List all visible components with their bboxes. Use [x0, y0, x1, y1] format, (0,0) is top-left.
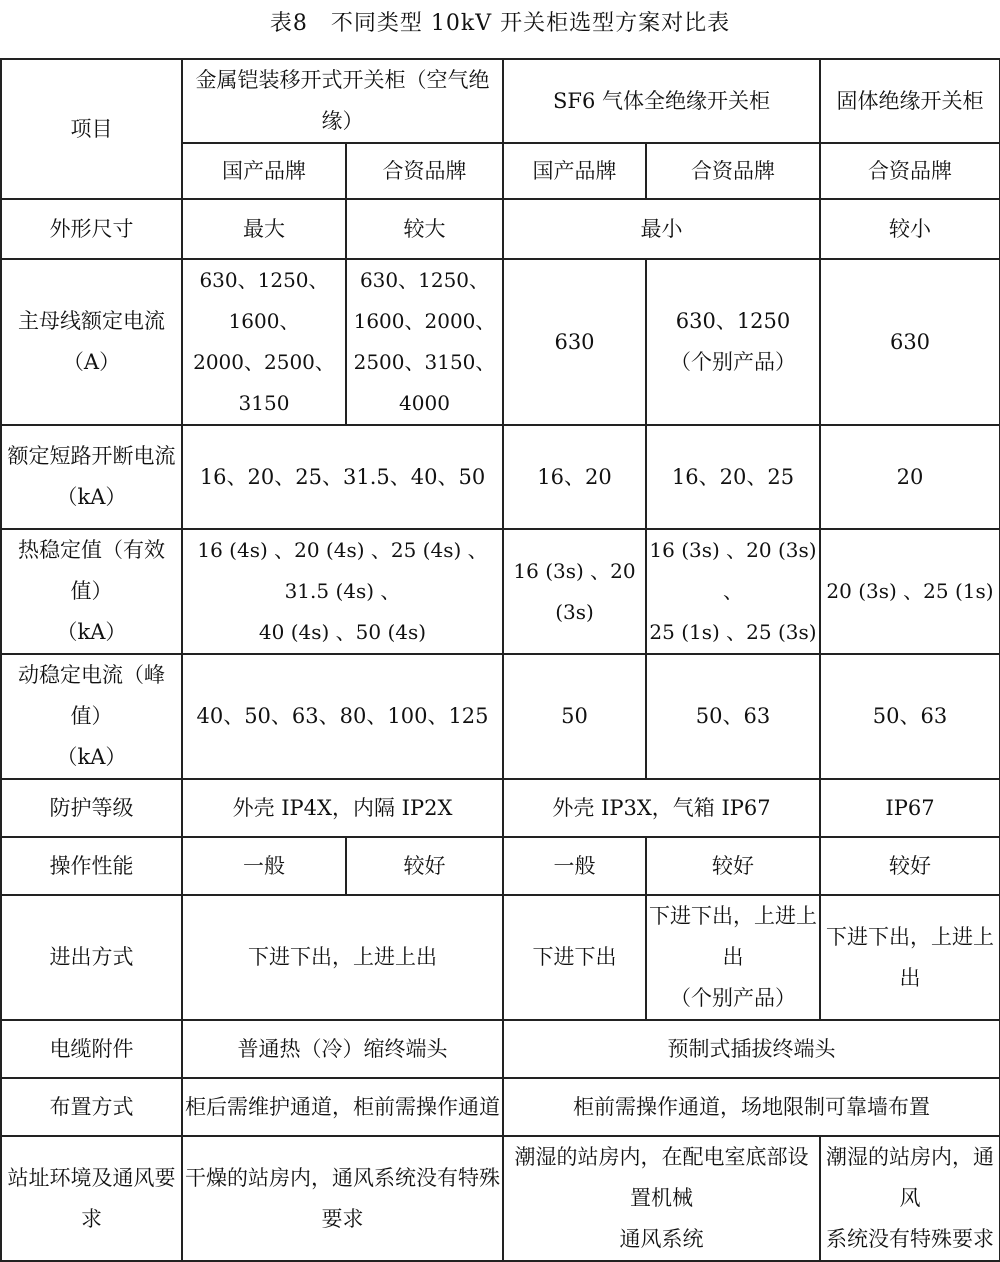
cell-line: 潮湿的站房内，在配电室底部设置机械 — [514, 1145, 809, 1210]
row-label-line: （kA） — [56, 485, 127, 509]
table-cell — [820, 1136, 1000, 1261]
cell-line: （个别产品） — [670, 350, 796, 374]
table-row — [1, 837, 1000, 895]
table-cell: 一般 — [503, 837, 646, 895]
table-cell: 50 — [503, 654, 646, 779]
table-row — [1, 779, 1000, 837]
table-title: 表8 不同类型 10kV 开关柜选型方案对比表 — [269, 11, 731, 36]
row-label — [1, 529, 182, 654]
row-label-line: 动稳定电流（峰值） — [18, 663, 165, 728]
table-cell — [346, 259, 503, 425]
table-cell: 16 (3s) 、20 (3s) — [503, 529, 646, 654]
cell-line: 630、1250、1600、 — [199, 268, 329, 333]
table-cell: 20 — [820, 425, 1000, 529]
cell-line: 25 (1s) 、25 (3s) — [649, 620, 817, 644]
table-cell: 外壳 IP4X，内隔 IP2X — [182, 779, 503, 837]
table-cell: 最小 — [503, 199, 820, 259]
header-item: 项目 — [1, 59, 182, 199]
cell-line: 下进下出，上进上出 — [649, 904, 817, 969]
table-row — [1, 654, 1000, 779]
table-cell: 20 (3s) 、25 (1s) — [820, 529, 1000, 654]
comparison-table — [0, 58, 1000, 1262]
table-row — [1, 199, 1000, 259]
cell-line: （个别产品） — [670, 986, 796, 1010]
table-cell — [503, 1136, 820, 1261]
table-cell: 630 — [820, 259, 1000, 425]
table-cell — [182, 529, 503, 654]
table-cell: 最大 — [182, 199, 346, 259]
row-label: 操作性能 — [1, 837, 182, 895]
cell-line: 40 (4s) 、50 (4s) — [258, 620, 427, 644]
table-cell: 干燥的站房内，通风系统没有特殊要求 — [182, 1136, 503, 1261]
row-label-line: （kA） — [56, 745, 127, 769]
header-brand: 合资品牌 — [820, 143, 1000, 199]
table-cell: 50、63 — [820, 654, 1000, 779]
row-label: 外形尺寸 — [1, 199, 182, 259]
table-cell: 一般 — [182, 837, 346, 895]
table-cell: 16、20、25、31.5、40、50 — [182, 425, 503, 529]
table-row — [1, 1078, 1000, 1136]
row-label: 防护等级 — [1, 779, 182, 837]
table-row — [1, 529, 1000, 654]
cell-line: 潮湿的站房内，通风 — [826, 1145, 994, 1210]
cell-line: 1600、2000、 — [353, 309, 496, 333]
header-brand: 国产品牌 — [182, 143, 346, 199]
table-cell: IP67 — [820, 779, 1000, 837]
table-row — [1, 259, 1000, 425]
row-label: 布置方式 — [1, 1078, 182, 1136]
row-label — [1, 654, 182, 779]
table-cell: 柜前需操作通道，场地限制可靠墙布置 — [503, 1078, 1000, 1136]
table-cell: 下进下出，上进上出 — [182, 895, 503, 1020]
table-cell: 较好 — [820, 837, 1000, 895]
cell-line: 630、1250 — [675, 309, 791, 333]
table-cell — [646, 259, 820, 425]
table-cell: 630 — [503, 259, 646, 425]
cell-line: 16 (4s) 、20 (4s) 、25 (4s) 、31.5 (4s) 、 — [197, 538, 488, 603]
row-label-line: 热稳定值（有效值） — [18, 538, 165, 603]
table-cell: 50、63 — [646, 654, 820, 779]
table-cell: 较小 — [820, 199, 1000, 259]
row-label — [1, 259, 182, 425]
header-type-solid: 固体绝缘开关柜 — [820, 59, 1000, 143]
header-brand: 合资品牌 — [346, 143, 503, 199]
cell-line: 通风系统 — [619, 1227, 704, 1251]
table-cell: 40、50、63、80、100、125 — [182, 654, 503, 779]
header-brand: 合资品牌 — [646, 143, 820, 199]
cell-line: 系统没有特殊要求 — [826, 1227, 994, 1251]
table-cell: 下进下出 — [503, 895, 646, 1020]
table-row — [1, 1020, 1000, 1078]
table-cell: 较大 — [346, 199, 503, 259]
row-label: 进出方式 — [1, 895, 182, 1020]
table-cell: 预制式插拔终端头 — [503, 1020, 1000, 1078]
table-cell: 16、20、25 — [646, 425, 820, 529]
row-label-line: （kA） — [56, 620, 127, 644]
cell-line: 2000、2500、3150 — [193, 350, 335, 415]
header-type-metal: 金属铠装移开式开关柜（空气绝缘） — [182, 59, 503, 143]
row-label: 电缆附件 — [1, 1020, 182, 1078]
table-cell — [182, 259, 346, 425]
table-cell: 较好 — [346, 837, 503, 895]
header-brand: 国产品牌 — [503, 143, 646, 199]
row-label-line: （A） — [62, 350, 121, 374]
table-cell: 外壳 IP3X，气箱 IP67 — [503, 779, 820, 837]
table-row — [1, 425, 1000, 529]
table-row — [1, 1136, 1000, 1261]
cell-line: 16 (3s) 、20 (3s) 、 — [649, 538, 817, 603]
table-cell — [646, 895, 820, 1020]
table-header-row — [1, 59, 1000, 143]
cell-line: 630、1250、 — [359, 268, 490, 292]
table-cell: 16、20 — [503, 425, 646, 529]
row-label: 站址环境及通风要求 — [1, 1136, 182, 1261]
table-cell — [646, 529, 820, 654]
table-cell: 柜后需维护通道，柜前需操作通道 — [182, 1078, 503, 1136]
table-cell: 下进下出，上进上出 — [820, 895, 1000, 1020]
row-label — [1, 425, 182, 529]
table-cell: 较好 — [646, 837, 820, 895]
row-label-line: 额定短路开断电流 — [7, 444, 176, 468]
table-row — [1, 895, 1000, 1020]
cell-line: 2500、3150、4000 — [353, 350, 496, 415]
header-type-sf6: SF6 气体全绝缘开关柜 — [503, 59, 820, 143]
row-label-line: 主母线额定电流 — [18, 309, 165, 333]
table-cell: 普通热（冷）缩终端头 — [182, 1020, 503, 1078]
